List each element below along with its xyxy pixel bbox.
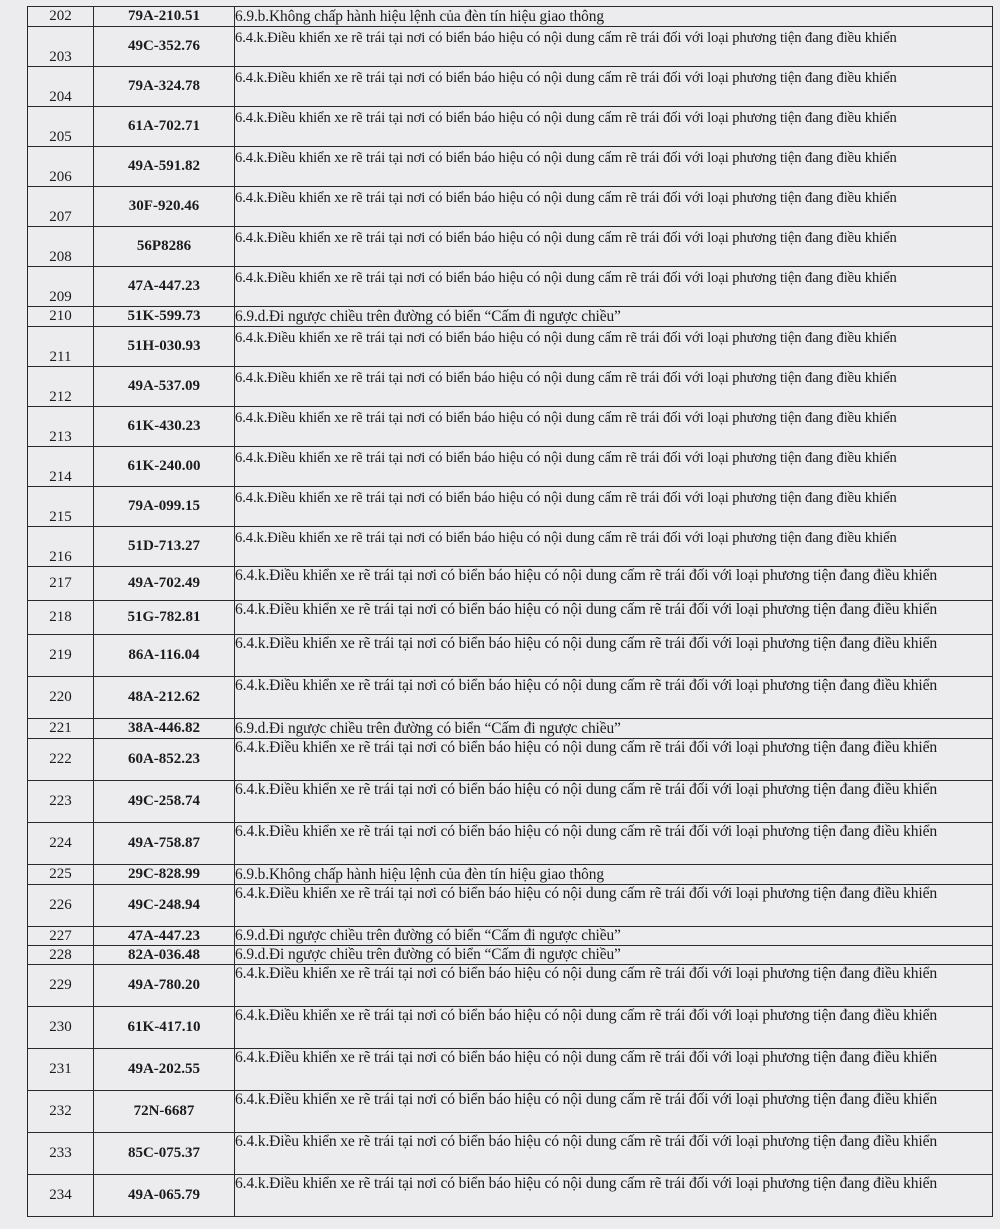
row-number: 204 xyxy=(28,67,94,107)
violation-description: 6.4.k.Điều khiển xe rẽ trái tại nơi có biển báo hiệu có nội dung cấm rẽ trái đối với loại phương tiện đang điều khiển xyxy=(235,1133,993,1175)
violation-description: 6.4.k.Điều khiển xe rẽ trái tại nơi có biển báo hiệu có nội dung cấm rẽ trái đối với loại phương tiện đang điều khiển xyxy=(235,447,993,487)
row-number: 234 xyxy=(28,1175,94,1217)
violation-description: 6.9.b.Không chấp hành hiệu lệnh của đèn tín hiệu giao thông xyxy=(235,7,993,27)
violation-description: 6.4.k.Điều khiển xe rẽ trái tại nơi có biển báo hiệu có nội dung cấm rẽ trái đối với loại phương tiện đang điều khiển xyxy=(235,1175,993,1217)
license-plate: 49A-537.09 xyxy=(94,367,235,407)
license-plate: 49C-258.74 xyxy=(94,781,235,823)
row-number: 227 xyxy=(28,927,94,946)
license-plate: 51H-030.93 xyxy=(94,327,235,367)
license-plate: 85C-075.37 xyxy=(94,1133,235,1175)
table-row xyxy=(28,1133,993,1175)
violation-description: 6.4.k.Điều khiển xe rẽ trái tại nơi có biển báo hiệu có nội dung cấm rẽ trái đối với loại phương tiện đang điều khiển xyxy=(235,965,993,1007)
table-row xyxy=(28,327,993,367)
row-number: 211 xyxy=(28,327,94,367)
violation-description: 6.4.k.Điều khiển xe rẽ trái tại nơi có biển báo hiệu có nội dung cấm rẽ trái đối với loại phương tiện đang điều khiển xyxy=(235,781,993,823)
row-number: 214 xyxy=(28,447,94,487)
table-row xyxy=(28,367,993,407)
license-plate: 49A-780.20 xyxy=(94,965,235,1007)
table-row xyxy=(28,7,993,27)
table-row xyxy=(28,187,993,227)
license-plate: 51K-599.73 xyxy=(94,307,235,327)
row-number: 218 xyxy=(28,601,94,635)
license-plate: 86A-116.04 xyxy=(94,635,235,677)
table-row xyxy=(28,635,993,677)
table-row xyxy=(28,1175,993,1217)
row-number: 219 xyxy=(28,635,94,677)
table-row xyxy=(28,739,993,781)
license-plate: 49A-202.55 xyxy=(94,1049,235,1091)
license-plate: 56P8286 xyxy=(94,227,235,267)
table-row xyxy=(28,67,993,107)
violation-description: 6.4.k.Điều khiển xe rẽ trái tại nơi có biển báo hiệu có nội dung cấm rẽ trái đối với loại phương tiện đang điều khiển xyxy=(235,677,993,719)
row-number: 202 xyxy=(28,7,94,27)
row-number: 209 xyxy=(28,267,94,307)
license-plate: 49A-702.49 xyxy=(94,567,235,601)
table-row xyxy=(28,677,993,719)
violation-description: 6.4.k.Điều khiển xe rẽ trái tại nơi có biển báo hiệu có nội dung cấm rẽ trái đối với loại phương tiện đang điều khiển xyxy=(235,187,993,227)
license-plate: 38A-446.82 xyxy=(94,719,235,739)
row-number: 233 xyxy=(28,1133,94,1175)
license-plate: 47A-447.23 xyxy=(94,267,235,307)
violation-description: 6.4.k.Điều khiển xe rẽ trái tại nơi có biển báo hiệu có nội dung cấm rẽ trái đối với loại phương tiện đang điều khiển xyxy=(235,1091,993,1133)
violations-table-body xyxy=(28,7,993,1217)
row-number: 212 xyxy=(28,367,94,407)
violation-description: 6.4.k.Điều khiển xe rẽ trái tại nơi có biển báo hiệu có nội dung cấm rẽ trái đối với loại phương tiện đang điều khiển xyxy=(235,739,993,781)
license-plate: 49C-352.76 xyxy=(94,27,235,67)
violation-description: 6.9.d.Đi ngược chiều trên đường có biển “Cấm đi ngược chiều” xyxy=(235,946,993,965)
row-number: 225 xyxy=(28,865,94,885)
row-number: 230 xyxy=(28,1007,94,1049)
table-row xyxy=(28,567,993,601)
violation-description: 6.4.k.Điều khiển xe rẽ trái tại nơi có biển báo hiệu có nội dung cấm rẽ trái đối với loại phương tiện đang điều khiển xyxy=(235,823,993,865)
violation-description: 6.4.k.Điều khiển xe rẽ trái tại nơi có biển báo hiệu có nội dung cấm rẽ trái đối với loại phương tiện đang điều khiển xyxy=(235,67,993,107)
license-plate: 51D-713.27 xyxy=(94,527,235,567)
table-row xyxy=(28,307,993,327)
table-row xyxy=(28,107,993,147)
license-plate: 82A-036.48 xyxy=(94,946,235,965)
license-plate: 61K-430.23 xyxy=(94,407,235,447)
table-row xyxy=(28,447,993,487)
table-row xyxy=(28,781,993,823)
violation-description: 6.4.k.Điều khiển xe rẽ trái tại nơi có biển báo hiệu có nội dung cấm rẽ trái đối với loại phương tiện đang điều khiển xyxy=(235,367,993,407)
table-row xyxy=(28,965,993,1007)
row-number: 216 xyxy=(28,527,94,567)
table-row xyxy=(28,719,993,739)
row-number: 215 xyxy=(28,487,94,527)
license-plate: 48A-212.62 xyxy=(94,677,235,719)
table-row xyxy=(28,267,993,307)
table-row xyxy=(28,487,993,527)
row-number: 226 xyxy=(28,885,94,927)
table-row xyxy=(28,601,993,635)
row-number: 213 xyxy=(28,407,94,447)
violation-description: 6.9.d.Đi ngược chiều trên đường có biển “Cấm đi ngược chiều” xyxy=(235,307,993,327)
license-plate: 61K-240.00 xyxy=(94,447,235,487)
row-number: 222 xyxy=(28,739,94,781)
table-row xyxy=(28,946,993,965)
row-number: 217 xyxy=(28,567,94,601)
row-number: 220 xyxy=(28,677,94,719)
table-row xyxy=(28,527,993,567)
table-row xyxy=(28,27,993,67)
row-number: 206 xyxy=(28,147,94,187)
violations-table xyxy=(27,6,993,1217)
row-number: 207 xyxy=(28,187,94,227)
row-number: 205 xyxy=(28,107,94,147)
table-row xyxy=(28,1049,993,1091)
row-number: 203 xyxy=(28,27,94,67)
row-number: 221 xyxy=(28,719,94,739)
license-plate: 79A-210.51 xyxy=(94,7,235,27)
row-number: 208 xyxy=(28,227,94,267)
table-row xyxy=(28,147,993,187)
violation-description: 6.4.k.Điều khiển xe rẽ trái tại nơi có biển báo hiệu có nội dung cấm rẽ trái đối với loại phương tiện đang điều khiển xyxy=(235,147,993,187)
violation-description: 6.9.d.Đi ngược chiều trên đường có biển “Cấm đi ngược chiều” xyxy=(235,927,993,946)
license-plate: 30F-920.46 xyxy=(94,187,235,227)
license-plate: 79A-099.15 xyxy=(94,487,235,527)
violation-description: 6.4.k.Điều khiển xe rẽ trái tại nơi có biển báo hiệu có nội dung cấm rẽ trái đối với loại phương tiện đang điều khiển xyxy=(235,567,993,601)
license-plate: 49A-591.82 xyxy=(94,147,235,187)
violation-description: 6.9.d.Đi ngược chiều trên đường có biển “Cấm đi ngược chiều” xyxy=(235,719,993,739)
row-number: 232 xyxy=(28,1091,94,1133)
row-number: 228 xyxy=(28,946,94,965)
violation-description: 6.4.k.Điều khiển xe rẽ trái tại nơi có biển báo hiệu có nội dung cấm rẽ trái đối với loại phương tiện đang điều khiển xyxy=(235,1007,993,1049)
violation-description: 6.4.k.Điều khiển xe rẽ trái tại nơi có biển báo hiệu có nội dung cấm rẽ trái đối với loại phương tiện đang điều khiển xyxy=(235,885,993,927)
row-number: 210 xyxy=(28,307,94,327)
row-number: 224 xyxy=(28,823,94,865)
violation-description: 6.4.k.Điều khiển xe rẽ trái tại nơi có biển báo hiệu có nội dung cấm rẽ trái đối với loại phương tiện đang điều khiển xyxy=(235,601,993,635)
violation-description: 6.9.b.Không chấp hành hiệu lệnh của đèn tín hiệu giao thông xyxy=(235,865,993,885)
license-plate: 47A-447.23 xyxy=(94,927,235,946)
license-plate: 51G-782.81 xyxy=(94,601,235,635)
license-plate: 72N-6687 xyxy=(94,1091,235,1133)
table-row xyxy=(28,865,993,885)
violation-description: 6.4.k.Điều khiển xe rẽ trái tại nơi có biển báo hiệu có nội dung cấm rẽ trái đối với loại phương tiện đang điều khiển xyxy=(235,1049,993,1091)
license-plate: 49C-248.94 xyxy=(94,885,235,927)
table-row xyxy=(28,927,993,946)
violation-description: 6.4.k.Điều khiển xe rẽ trái tại nơi có biển báo hiệu có nội dung cấm rẽ trái đối với loại phương tiện đang điều khiển xyxy=(235,227,993,267)
table-row xyxy=(28,407,993,447)
row-number: 231 xyxy=(28,1049,94,1091)
violation-description: 6.4.k.Điều khiển xe rẽ trái tại nơi có biển báo hiệu có nội dung cấm rẽ trái đối với loại phương tiện đang điều khiển xyxy=(235,267,993,307)
license-plate: 61K-417.10 xyxy=(94,1007,235,1049)
table-row xyxy=(28,885,993,927)
row-number: 229 xyxy=(28,965,94,1007)
license-plate: 49A-758.87 xyxy=(94,823,235,865)
table-row xyxy=(28,823,993,865)
row-number: 223 xyxy=(28,781,94,823)
table-row xyxy=(28,1007,993,1049)
license-plate: 79A-324.78 xyxy=(94,67,235,107)
license-plate: 61A-702.71 xyxy=(94,107,235,147)
table-row xyxy=(28,1091,993,1133)
violation-description: 6.4.k.Điều khiển xe rẽ trái tại nơi có biển báo hiệu có nội dung cấm rẽ trái đối với loại phương tiện đang điều khiển xyxy=(235,487,993,527)
license-plate: 29C-828.99 xyxy=(94,865,235,885)
violation-description: 6.4.k.Điều khiển xe rẽ trái tại nơi có biển báo hiệu có nội dung cấm rẽ trái đối với loại phương tiện đang điều khiển xyxy=(235,527,993,567)
violation-description: 6.4.k.Điều khiển xe rẽ trái tại nơi có biển báo hiệu có nội dung cấm rẽ trái đối với loại phương tiện đang điều khiển xyxy=(235,107,993,147)
license-plate: 49A-065.79 xyxy=(94,1175,235,1217)
table-row xyxy=(28,227,993,267)
license-plate: 60A-852.23 xyxy=(94,739,235,781)
violation-description: 6.4.k.Điều khiển xe rẽ trái tại nơi có biển báo hiệu có nội dung cấm rẽ trái đối với loại phương tiện đang điều khiển xyxy=(235,27,993,67)
violation-description: 6.4.k.Điều khiển xe rẽ trái tại nơi có biển báo hiệu có nội dung cấm rẽ trái đối với loại phương tiện đang điều khiển xyxy=(235,327,993,367)
violation-description: 6.4.k.Điều khiển xe rẽ trái tại nơi có biển báo hiệu có nội dung cấm rẽ trái đối với loại phương tiện đang điều khiển xyxy=(235,635,993,677)
violation-description: 6.4.k.Điều khiển xe rẽ trái tại nơi có biển báo hiệu có nội dung cấm rẽ trái đối với loại phương tiện đang điều khiển xyxy=(235,407,993,447)
